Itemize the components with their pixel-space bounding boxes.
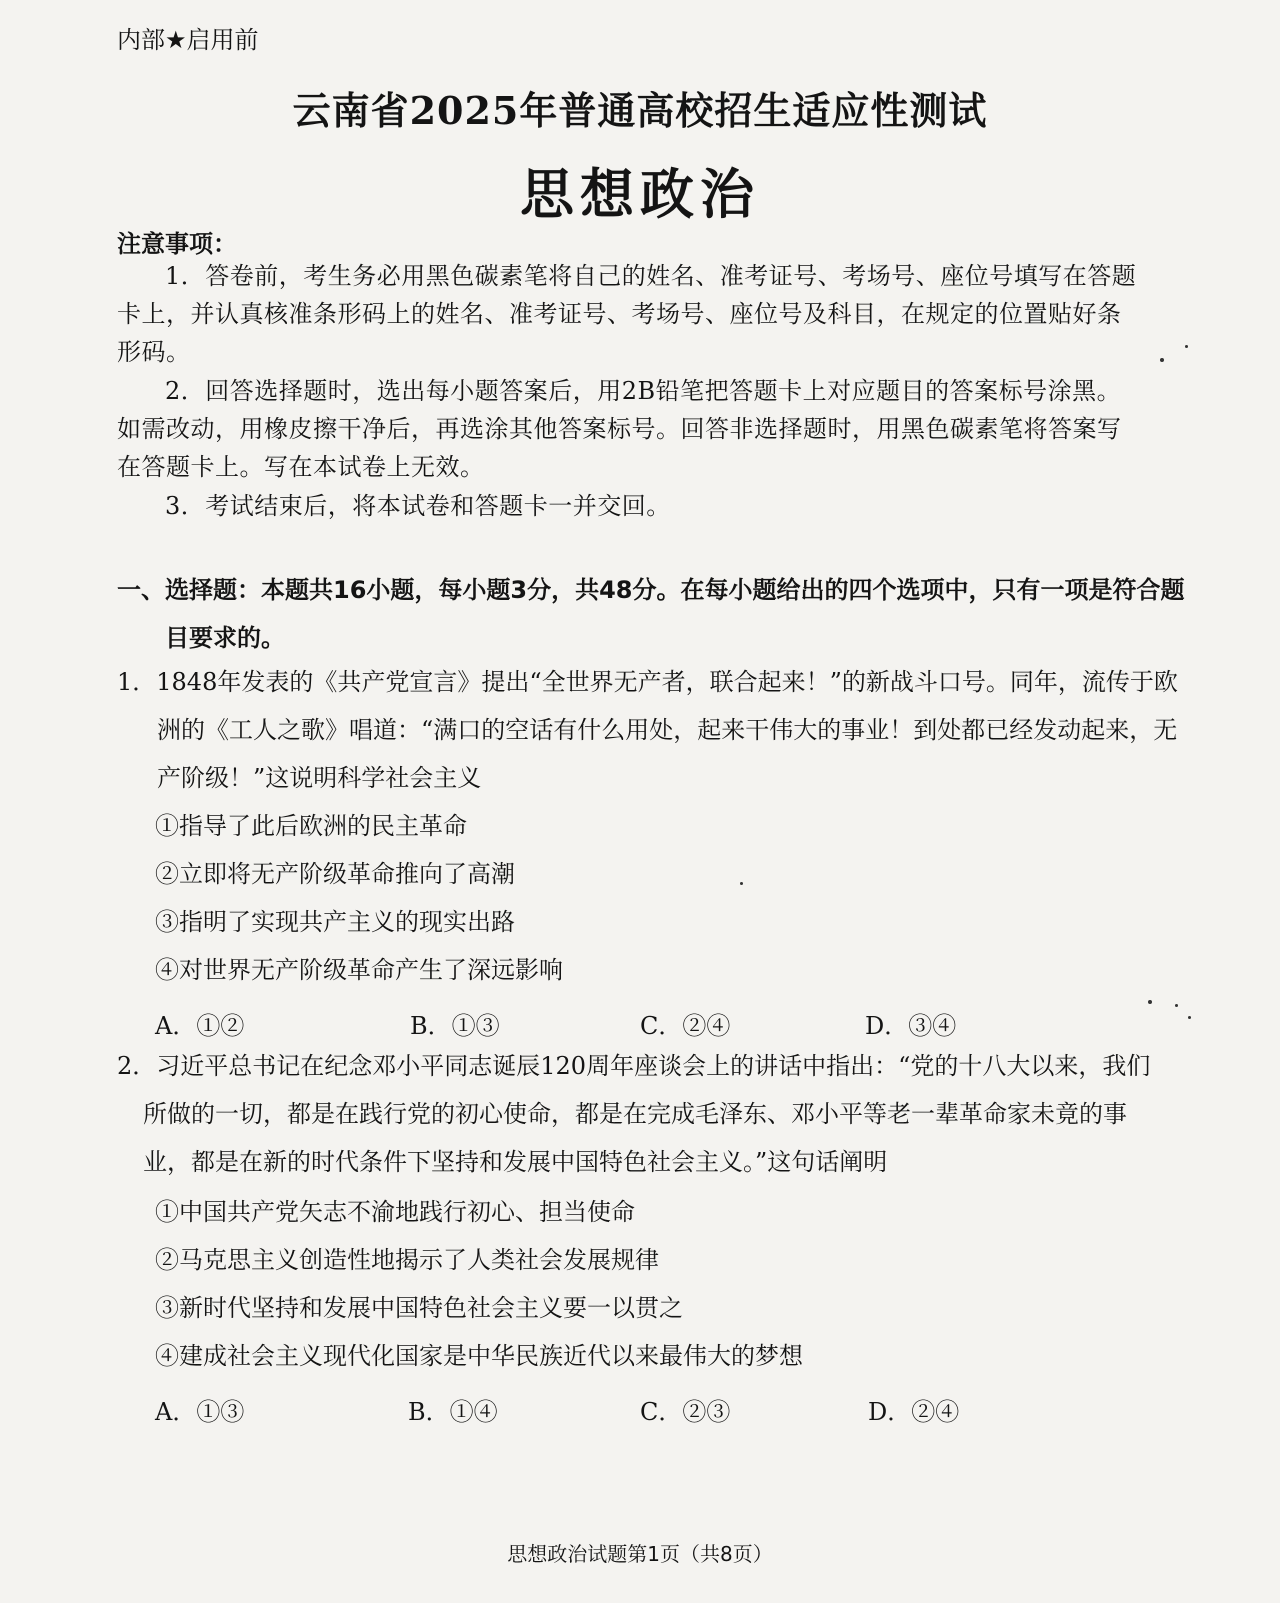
question-1-statement-2: ②立即将无产阶级革命推向了高潮 xyxy=(155,860,515,888)
question-2-statement-3: ③新时代坚持和发展中国特色社会主义要一以贯之 xyxy=(155,1294,683,1322)
scan-speck xyxy=(1148,1000,1152,1004)
confidential-mark: 内部★启用前 xyxy=(117,26,259,54)
question-1-statement-1: ①指导了此后欧洲的民主革命 xyxy=(155,812,467,840)
question-2-statement-1: ①中国共产党矢志不渝地践行初心、担当使命 xyxy=(155,1198,635,1226)
question-2-statement-4: ④建成社会主义现代化国家是中华民族近代以来最伟大的梦想 xyxy=(155,1342,803,1370)
scan-speck xyxy=(1185,345,1188,348)
question-2-option-b[interactable]: B．①④ xyxy=(408,1398,498,1426)
section-heading: 一、选择题：本题共16小题，每小题3分，共48分。在每小题给出的四个选项中，只有一项是符合题目要求的。 xyxy=(117,576,1185,652)
note-item-3: 3．考试结束后，将本试卷和答题卡一并交回。 xyxy=(165,492,671,520)
question-1-statement-3: ③指明了实现共产主义的现实出路 xyxy=(155,908,515,936)
page-footer: 思想政治试题第1页（共8页） xyxy=(507,1542,773,1566)
question-2-option-d[interactable]: D．②④ xyxy=(868,1398,960,1426)
scan-speck xyxy=(740,882,743,885)
exam-title: 云南省2025年普通高校招生适应性测试 xyxy=(292,88,988,133)
question-1-statement-4: ④对世界无产阶级革命产生了深远影响 xyxy=(155,956,563,984)
question-2-option-c[interactable]: C．②③ xyxy=(640,1398,731,1426)
question-2-statement-2: ②马克思主义创造性地揭示了人类社会发展规律 xyxy=(155,1246,659,1274)
scan-speck xyxy=(1160,358,1164,362)
question-1-stem: 1．1848年发表的《共产党宣言》提出“全世界无产者，联合起来！”的新战斗口号。同年，流传于欧洲的《工人之歌》唱道：“满口的空话有什么用处，起来干伟大的事业！到处都已经发动起来，无产阶级！”这说明科学社会主义 xyxy=(117,668,1178,792)
notes-heading: 注意事项： xyxy=(117,230,237,258)
question-2-stem: 2．习近平总书记在纪念邓小平同志诞辰120周年座谈会上的讲话中指出：“党的十八大以来，我们所做的一切，都是在践行党的初心使命，都是在完成毛泽东、邓小平等老一辈革命家未竟的事业，都是在新的时代条件下坚持和发展中国特色社会主义。”这句话阐明 xyxy=(117,1052,1151,1176)
scan-speck xyxy=(1188,1016,1191,1019)
question-1-option-b[interactable]: B．①③ xyxy=(410,1012,500,1040)
question-1-option-c[interactable]: C．②④ xyxy=(640,1012,731,1040)
note-item-2: 2．回答选择题时，选出每小题答案后，用2B铅笔把答题卡上对应题目的答案标号涂黑。如需改动，用橡皮擦干净后，再选涂其他答案标号。回答非选择题时，用黑色碳素笔将答案写在答题卡上。写在本试卷上无效。 xyxy=(117,377,1122,481)
question-2-option-a[interactable]: A．①③ xyxy=(155,1398,245,1426)
note-item-1: 1．答卷前，考生务必用黑色碳素笔将自己的姓名、准考证号、考场号、座位号填写在答题卡上，并认真核准条形码上的姓名、准考证号、考场号、座位号及科目，在规定的位置贴好条形码。 xyxy=(117,262,1137,366)
question-1-option-d[interactable]: D．③④ xyxy=(865,1012,957,1040)
subject-title: 思想政治 xyxy=(520,162,760,226)
question-1-option-a[interactable]: A．①② xyxy=(155,1012,245,1040)
scan-speck xyxy=(1175,1004,1178,1007)
